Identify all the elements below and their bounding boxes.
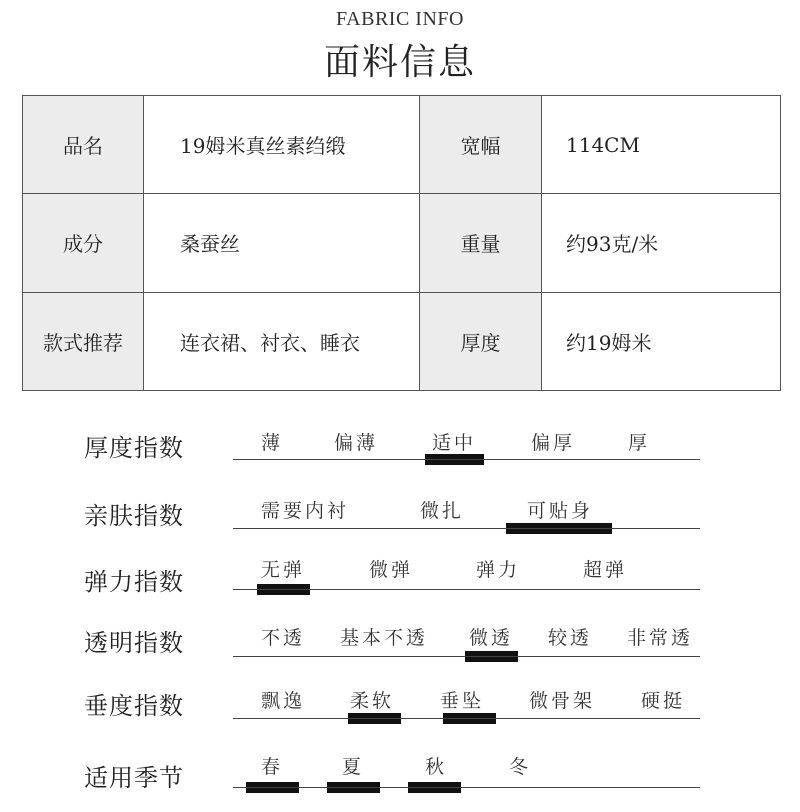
table-row xyxy=(23,96,781,194)
index-scale-line xyxy=(233,787,700,788)
header-title-en: FABRIC INFO xyxy=(336,8,464,30)
index-option: 硬挺 xyxy=(641,690,686,712)
index-season xyxy=(0,752,800,812)
index-option: 垂坠 xyxy=(440,690,485,712)
index-thickness xyxy=(0,428,800,488)
index-option: 不透 xyxy=(261,627,306,649)
index-transparency xyxy=(0,623,800,683)
value-thickness: 约19姆米 xyxy=(542,292,781,390)
index-option: 微骨架 xyxy=(529,690,596,712)
index-option: 偏薄 xyxy=(334,432,379,454)
index-option: 飘逸 xyxy=(261,690,306,712)
index-drape xyxy=(0,686,800,746)
fabric-info-table xyxy=(22,95,781,391)
value-product-name: 19姆米真丝素绉缎 xyxy=(144,96,420,194)
value-width: 114CM xyxy=(542,96,781,194)
index-option: 薄 xyxy=(261,432,284,454)
index-option: 秋 xyxy=(425,756,448,778)
index-option: 微弹 xyxy=(369,559,414,581)
index-option: 夏 xyxy=(342,756,365,778)
index-title: 透明指数 xyxy=(84,629,184,657)
index-scale-line xyxy=(233,589,700,590)
index-scale-line xyxy=(233,459,700,460)
label-weight: 重量 xyxy=(420,194,542,292)
label-width: 宽幅 xyxy=(420,96,542,194)
index-elasticity xyxy=(0,555,800,615)
index-option: 可贴身 xyxy=(527,500,594,522)
index-title: 亲肤指数 xyxy=(84,502,184,530)
index-option: 微扎 xyxy=(420,500,465,522)
index-scale-line xyxy=(233,528,700,529)
index-option: 偏厚 xyxy=(531,432,576,454)
label-thickness: 厚度 xyxy=(420,292,542,390)
label-product-name: 品名 xyxy=(23,96,144,194)
index-option: 冬 xyxy=(509,756,532,778)
index-option: 非常透 xyxy=(627,627,694,649)
index-option: 春 xyxy=(261,756,284,778)
value-style: 连衣裙、衬衣、睡衣 xyxy=(144,292,420,390)
index-title: 垂度指数 xyxy=(84,692,184,720)
index-option: 需要内衬 xyxy=(261,500,350,522)
index-option: 柔软 xyxy=(350,690,395,712)
index-option: 超弹 xyxy=(583,559,628,581)
index-title: 厚度指数 xyxy=(84,434,184,462)
index-option: 厚 xyxy=(628,432,651,454)
index-option: 较透 xyxy=(548,627,593,649)
index-title: 弹力指数 xyxy=(84,568,184,596)
index-option: 适中 xyxy=(432,432,477,454)
table-row xyxy=(23,194,781,292)
index-scale-line xyxy=(233,656,700,657)
index-title: 适用季节 xyxy=(84,764,184,792)
table-row xyxy=(23,292,781,390)
index-option: 弹力 xyxy=(476,559,521,581)
value-composition: 桑蚕丝 xyxy=(144,194,420,292)
label-style: 款式推荐 xyxy=(23,292,144,390)
header-title-zh: 面料信息 xyxy=(323,42,476,83)
index-skin xyxy=(0,496,800,556)
index-option: 微透 xyxy=(469,627,514,649)
label-composition: 成分 xyxy=(23,194,144,292)
index-option: 基本不透 xyxy=(340,627,429,649)
value-weight: 约93克/米 xyxy=(542,194,781,292)
index-scale-line xyxy=(233,718,700,719)
index-option: 无弹 xyxy=(261,559,306,581)
